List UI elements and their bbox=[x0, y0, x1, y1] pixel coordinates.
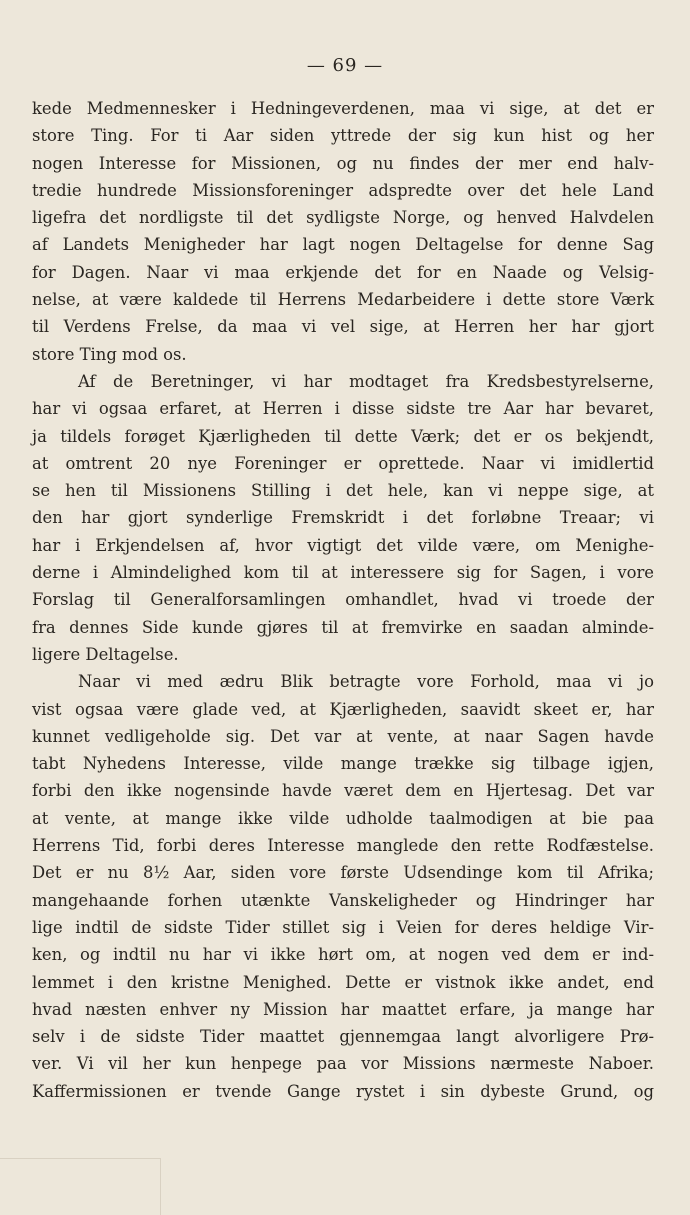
text-line: tredie hundrede Missionsforeninger adspredte over det hele Land bbox=[32, 180, 654, 200]
text-line: kunnet vedligeholde sig. Det var at vente, at naar Sagen havde bbox=[32, 726, 654, 746]
text-line: forbi den ikke nogensinde havde været dem en Hjertesag. Det var bbox=[32, 781, 654, 801]
text-line: derne i Almindelighed kom til at interessere sig for Sagen, i vore bbox=[32, 563, 654, 583]
text-line: Kaffermissionen er tvende Gange rystet i sin dybeste Grund, og bbox=[32, 1081, 654, 1101]
text-line: Naar vi med ædru Blik betragte vore Forhold, maa vi jo bbox=[78, 672, 654, 692]
text-line: den har gjort synderlige Fremskridt i det forløbne Treaar; vi bbox=[32, 508, 654, 528]
text-line: ken, og indtil nu har vi ikke hørt om, at nogen ved dem er ind- bbox=[32, 945, 654, 965]
text-line: vist ogsaa være glade ved, at Kjærligheden, saavidt skeet er, har bbox=[32, 699, 654, 719]
text-line: lige indtil de sidste Tider stillet sig i Veien for deres heldige Vir- bbox=[32, 917, 654, 937]
text-line: lemmet i den kristne Menighed. Dette er vistnok ikke andet, end bbox=[32, 972, 654, 992]
text-line: ligefra det nordligste til det sydligste Norge, og henved Halvdelen bbox=[32, 208, 654, 228]
text-line: selv i de sidste Tider maattet gjennemgaa langt alvorligere Prø- bbox=[32, 1027, 654, 1047]
text-line: fra dennes Side kunde gjøres til at fremvirke en saadan alminde- bbox=[32, 617, 654, 637]
text-line: store Ting. For ti Aar siden yttrede der sig kun hist og her bbox=[32, 126, 654, 146]
text-line: Forslag til Generalforsamlingen omhandlet, hvad vi troede der bbox=[32, 590, 654, 610]
text-line: for Dagen. Naar vi maa erkjende det for en Naade og Velsig- bbox=[32, 262, 654, 282]
text-line: mangehaande forhen utænkte Vanskeligheder og Hindringer har bbox=[32, 890, 654, 910]
text-line: Af de Beretninger, vi har modtaget fra Kredsbestyrelserne, bbox=[78, 371, 654, 391]
text-line: ver. Vi vil her kun henpege paa vor Missions nærmeste Naboer. bbox=[32, 1054, 654, 1074]
text-line: ligere Deltagelse. bbox=[32, 644, 179, 664]
text-line: store Ting mod os. bbox=[32, 344, 187, 364]
page-number: — 69 — bbox=[306, 55, 384, 76]
text-line: nelse, at være kaldede til Herrens Medarbeidere i dette store Værk bbox=[32, 290, 654, 310]
text-line: kede Medmennesker i Hedningeverdenen, maa vi sige, at det er bbox=[32, 99, 654, 118]
text-line: nogen Interesse for Missionen, og nu findes der mer end halv- bbox=[32, 153, 654, 173]
text-line: Det er nu 8½ Aar, siden vore første Udsendinge kom til Afrika; bbox=[32, 863, 654, 883]
text-line: at vente, at mange ikke vilde udholde taalmodigen at bie paa bbox=[32, 808, 654, 828]
body-text bbox=[32, 95, 654, 1105]
text-line: se hen til Missionens Stilling i det hele, kan vi neppe sige, at bbox=[32, 481, 654, 501]
text-line: har i Erkjendelsen af, hvor vigtigt det vilde være, om Menighe- bbox=[32, 535, 654, 555]
text-line: af Landets Menigheder har lagt nogen Deltagelse for denne Sag bbox=[32, 235, 654, 255]
text-line: Herrens Tid, forbi deres Interesse manglede den rette Rodfæstelse. bbox=[32, 836, 654, 856]
text-line: tabt Nyhedens Interesse, vilde mange trække sig tilbage igjen, bbox=[32, 754, 654, 774]
scan-edge bbox=[0, 1158, 161, 1215]
text-line: ja tildels forøget Kjærligheden til dette Værk; det er os bekjendt, bbox=[32, 426, 654, 446]
text-line: at omtrent 20 nye Foreninger er oprettede. Naar vi imidlertid bbox=[32, 453, 654, 473]
text-line: til Verdens Frelse, da maa vi vel sige, at Herren her har gjort bbox=[32, 317, 654, 337]
text-line: hvad næsten enhver ny Mission har maattet erfare, ja mange har bbox=[32, 999, 654, 1019]
text-line: har vi ogsaa erfaret, at Herren i disse sidste tre Aar har bevaret, bbox=[32, 399, 654, 419]
